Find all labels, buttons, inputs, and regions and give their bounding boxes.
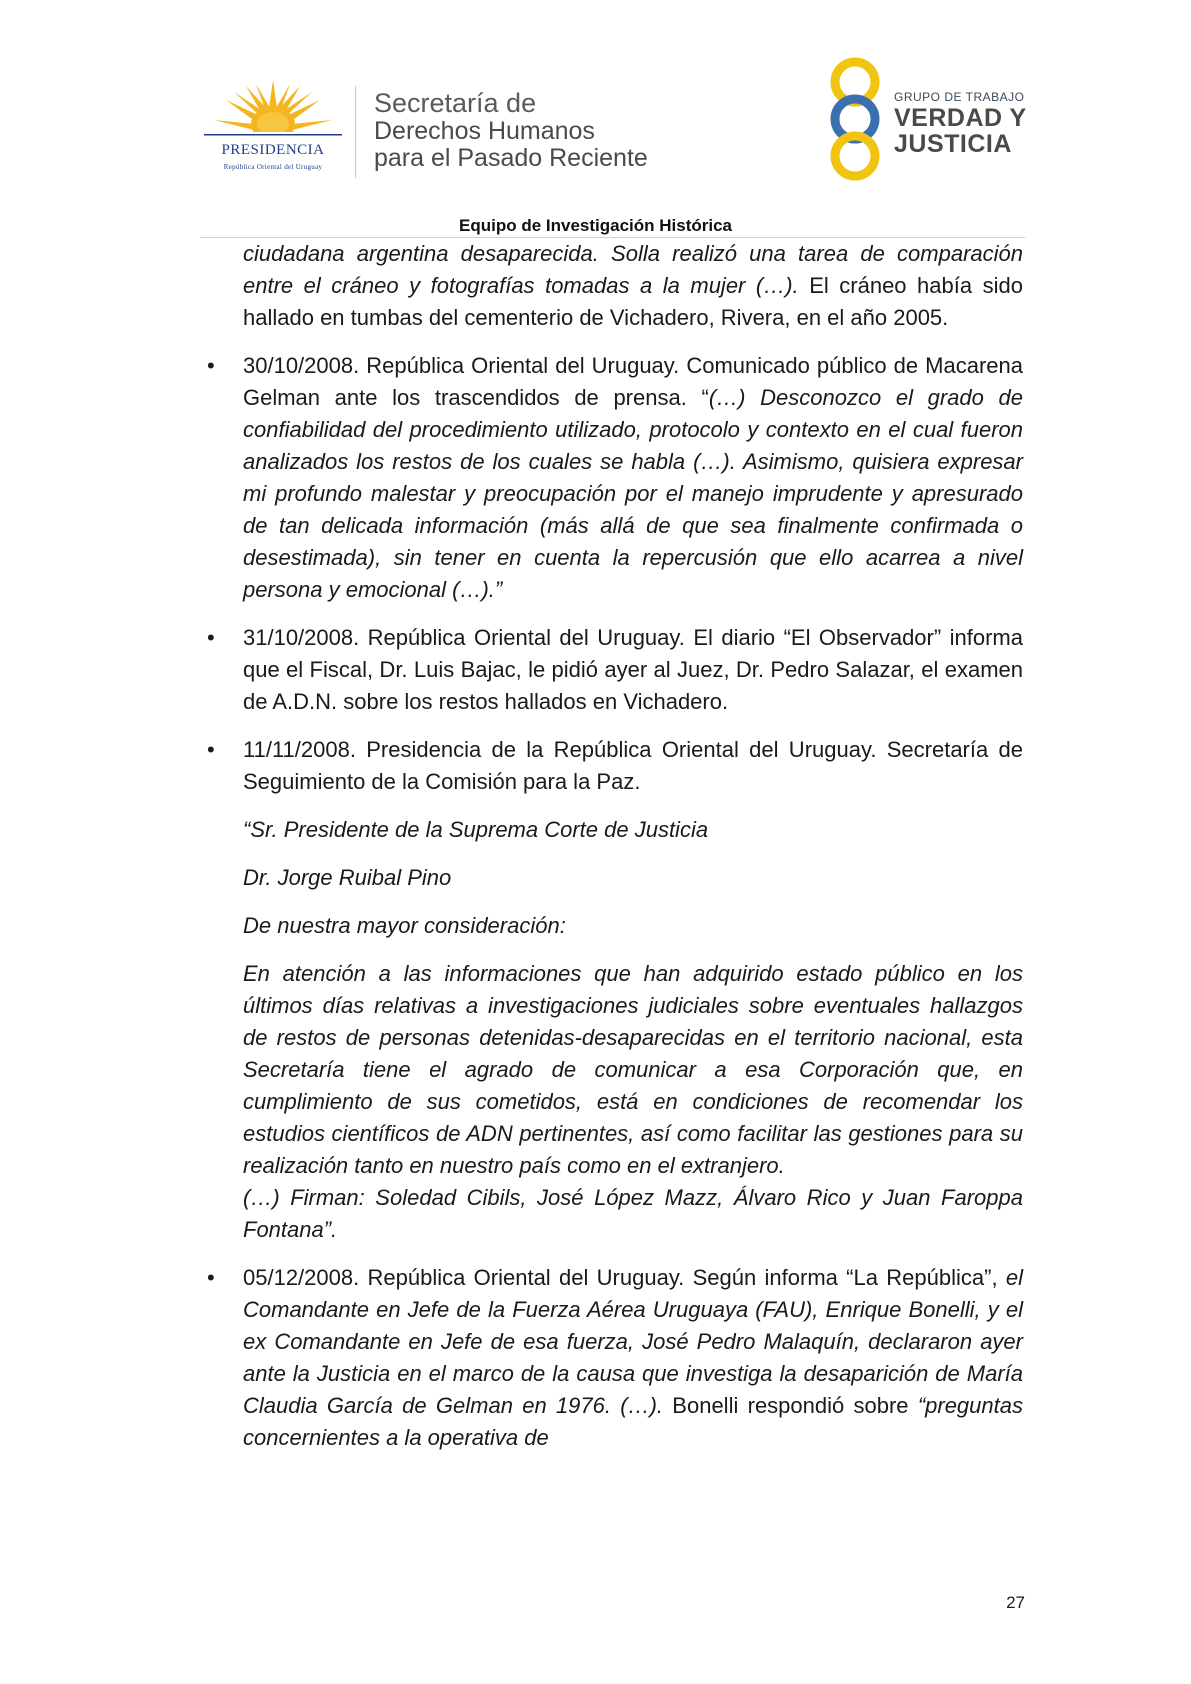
header-divider [355,86,356,178]
vyj-line-1: VERDAD Y [894,104,1027,132]
continuation-paragraph: ciudadana argentina desaparecida. Solla realizó una tarea de comparación entre el cráneo y fotografías tomadas a la mujer (…). El cráneo había sido hallado en tumbas del cementerio de Vichadero, Rivera, en el año 2005. [243,241,1023,330]
bullet-icon: • [207,1265,215,1290]
secretaria-line-3: para el Pasado Reciente [374,144,648,172]
running-header-title: Equipo de Investigación Histórica [459,216,732,235]
item-text: 11/11/2008. Presidencia de la República Oriental del Uruguay. Secretaría de Seguimiento de la Comisión para la Paz. [243,737,1023,794]
page-body [207,238,1024,1470]
bullet-icon: • [207,625,215,650]
vyj-group-label: GRUPO DE TRABAJO [894,90,1025,104]
bullet-icon: • [207,353,215,378]
letter-salutation: De nuestra mayor consideración: [243,913,566,938]
list-item: • 31/10/2008. República Oriental del Uruguay. El diario “El Observador” informa que el Fiscal, Dr. Luis Bajac, le pidió ayer al Juez, Dr. Pedro Salazar, el examen de A.D.N. sobre los restos hallados en Vichadero. [243,622,1023,718]
page-number: 27 [1006,1593,1025,1612]
vyj-line-2: JUSTICIA [894,130,1012,158]
list-item: • 30/10/2008. República Oriental del Uruguay. Comunicado público de Macarena Gelman ante los trascendidos de prensa. “(…) Desconozco el grado de confiabilidad del procedimiento utilizado, protocolo y contexto en el cual fueron analizados los restos de los cuales se habla (…). Asimismo, quisiera expresar mi profundo malestar y preocupación por el manejo imprudente y apresurado de tan delicada información (más allá de que sea finalmente confirmada o desestimada), sin tener en cuenta la repercusión que ello acarrea a nivel persona y emocional (…).” [243,350,1023,606]
letter-addressee-name: Dr. Jorge Ruibal Pino [243,865,452,890]
secretaria-line-2: Derechos Humanos [374,117,595,145]
list-item [207,734,1023,1246]
presidencia-logo [198,78,348,178]
letter-body: En atención a las informaciones que han adquirido estado público en los últimos días relativas a investigaciones judiciales sobre eventuales hallazgos de restos de personas detenidas-desaparecidas en el territorio nacional, esta Secretaría tiene el agrado de comunicar a esa Corporación que, en cumplimiento de sus cometidos, está en condiciones de recomendar los estudios científicos de ADN pertinentes, así como facilitar las gestiones para su realización tanto en nuestro país como en el extranjero. [243,961,1023,1178]
linked-rings-icon [820,56,890,182]
verdad-justicia-logo [820,56,1060,182]
list-item: • 05/12/2008. República Oriental del Uruguay. Según informa “La República”, el Comandante en Jefe de la Fuerza Aérea Uruguaya (FAU), Enrique Bonelli, y el ex Comandante en Jefe de esa fuerza, José Pedro Malaquín, declararon ayer ante la Justicia en el marco de la causa que investiga la desaparición de María Claudia García de Gelman en 1976. (…). Bonelli respondió sobre “preguntas concernientes a la operativa de [243,1262,1023,1454]
secretaria-line-1: Secretaría de [374,88,537,118]
secretaria-title [374,88,648,172]
presidencia-subtitle: República Oriental del Uruguay [223,163,323,171]
letter-addressee: “Sr. Presidente de la Suprema Corte de Justicia [243,817,709,842]
letter-signatories: (…) Firman: Soledad Cibils, José López Mazz, Álvaro Rico y Juan Faroppa Fontana”. [243,1185,1023,1242]
page-header [0,0,1191,260]
sun-emblem-icon [198,78,348,140]
presidencia-wordmark: PRESIDENCIA [221,142,325,158]
bullet-icon: • [207,737,215,762]
